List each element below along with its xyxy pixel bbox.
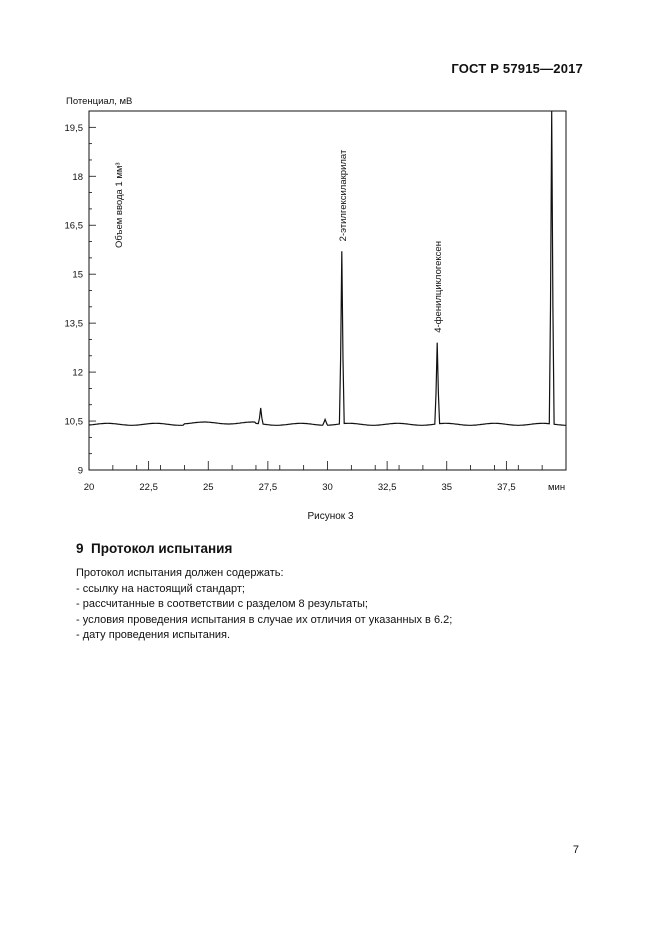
section-number: 9 bbox=[76, 541, 84, 556]
y-tick-label: 16,5 bbox=[64, 220, 83, 232]
page-number: 7 bbox=[572, 844, 579, 856]
chromatogram-trace bbox=[89, 111, 566, 425]
section-title: Протокол испытания bbox=[91, 541, 233, 556]
section-line: - рассчитанные в соответствии с разделом 8 результаты; bbox=[76, 598, 368, 610]
x-tick-label: 22,5 bbox=[139, 482, 158, 493]
section-line: - ссылку на настоящий стандарт; bbox=[76, 582, 245, 595]
x-tick-label: 30 bbox=[322, 482, 333, 493]
y-tick-label: 12 bbox=[72, 367, 83, 379]
injection-volume-annotation: Объем ввода 1 мм³ bbox=[114, 162, 125, 248]
axis-ticks bbox=[89, 111, 566, 470]
x-tick-label: 32,5 bbox=[377, 482, 397, 493]
x-tick-labels bbox=[84, 482, 516, 493]
section-heading bbox=[76, 541, 232, 556]
y-tick-labels bbox=[65, 123, 84, 477]
x-tick-label: 25 bbox=[202, 482, 214, 493]
x-axis-unit-label: мин bbox=[548, 482, 566, 493]
section-line: - дату проведения испытания. bbox=[76, 629, 231, 641]
y-tick-label: 15 bbox=[72, 269, 83, 281]
figure-caption: Рисунок 3 bbox=[307, 511, 354, 522]
y-axis-label: Потенциал, мВ bbox=[66, 96, 133, 107]
peak-label: 4-фенилциклогексен bbox=[433, 241, 445, 333]
y-tick-label: 19,5 bbox=[64, 122, 83, 134]
y-tick-label: 10,5 bbox=[64, 416, 83, 428]
y-tick-label: 13,5 bbox=[64, 318, 83, 330]
peak-label: 2-этилгексилакрилат bbox=[337, 149, 349, 242]
plot-border bbox=[89, 111, 566, 470]
x-tick-label: 20 bbox=[83, 482, 95, 493]
x-tick-label: 37,5 bbox=[497, 482, 516, 493]
document-standard-number: ГОСТ Р 57915—2017 bbox=[451, 61, 583, 76]
x-tick-label: 35 bbox=[441, 482, 453, 493]
y-tick-label: 9 bbox=[77, 465, 83, 477]
section-line: - условия проведения испытания в случае их отличия от указанных в 6.2; bbox=[76, 613, 453, 626]
peak-labels bbox=[338, 149, 444, 333]
section-line: Протокол испытания должен содержать: bbox=[76, 567, 284, 579]
x-tick-label: 27,5 bbox=[258, 482, 278, 493]
section-body bbox=[76, 566, 452, 644]
y-tick-label: 18 bbox=[72, 171, 83, 183]
plot-frame bbox=[89, 111, 566, 470]
